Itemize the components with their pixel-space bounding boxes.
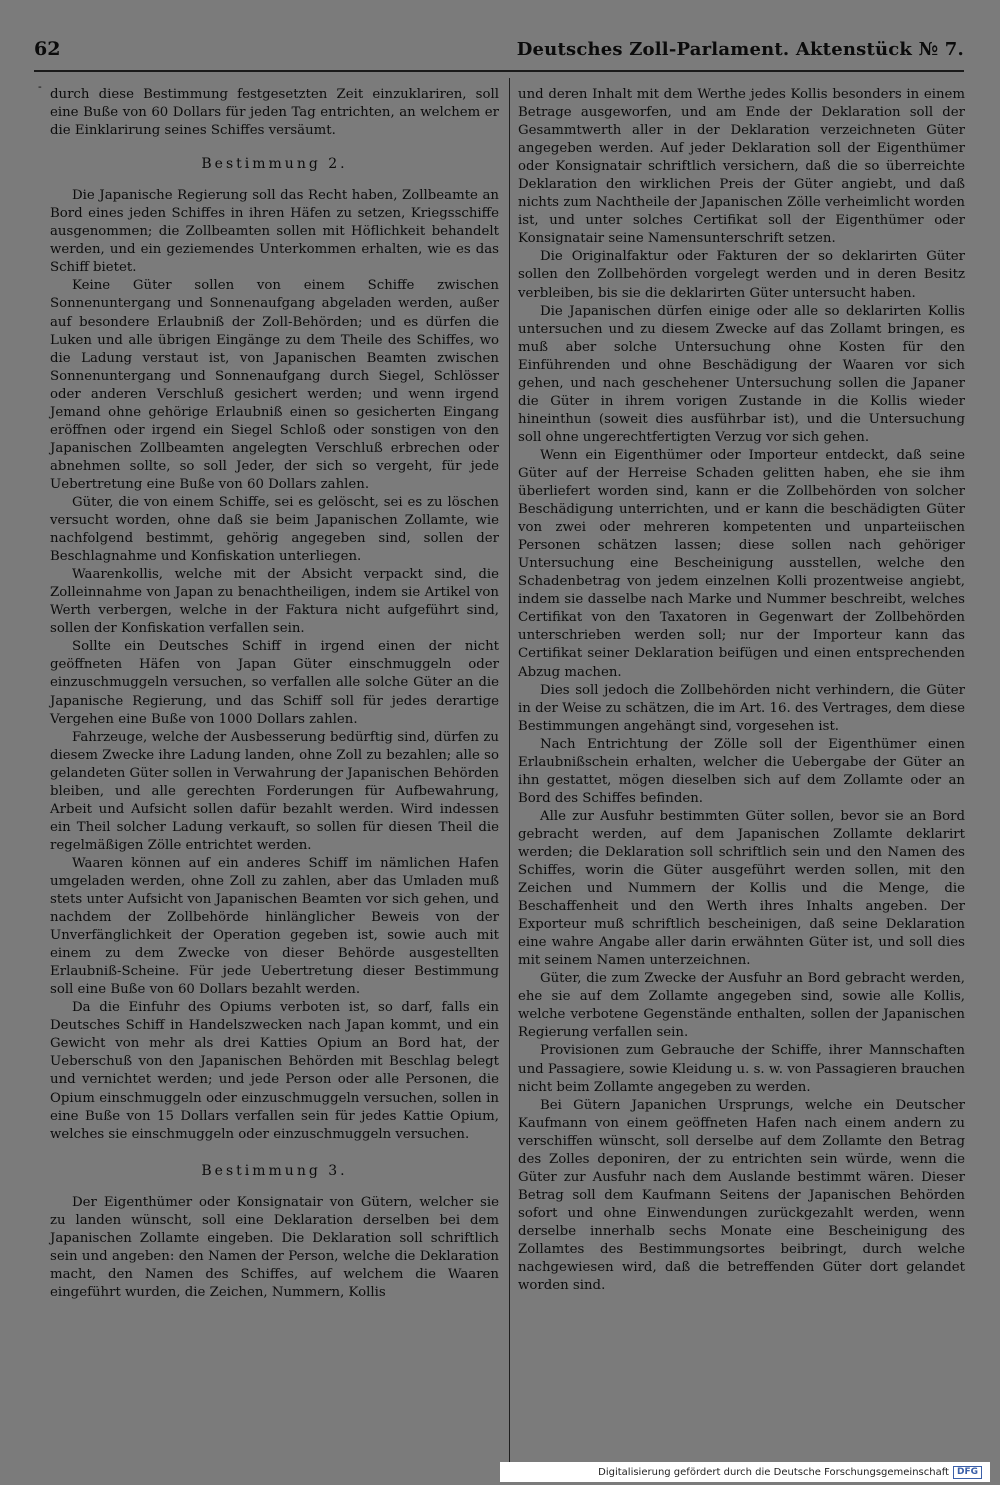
paragraph: Der Eigenthümer oder Konsignatair von Gütern, welcher sie zu landen wünscht, soll eine Deklaration derselben bei dem Japanischen Zollamte eingeben. Die Deklaration soll schriftlich sein und angeben: den Namen der Person, welche die Deklaration macht, den Namen des Schiffes, auf welchem die Waaren eingeführt wurden, die Zeichen, Nummern, Kollis <box>50 1194 499 1300</box>
paragraph: Dies soll jedoch die Zollbehörden nicht verhindern, die Güter in der Weise zu schätzen, die im Art. 16. des Vertrages, dem diese Bestimmungen angehängt sind, vorgesehen ist. <box>518 682 965 734</box>
paragraph: Wenn ein Eigenthümer oder Importeur entdeckt, daß seine Güter auf der Herreise Schaden gelitten haben, ehe sie ihm überliefert worden sind, kann er die Zollbehörden von solcher Beschädigung unterrichten, und er kann die beschädigten Güter von zwei oder mehreren kompetenten und unparteiischen Personen schätzen lassen; diese sollen nach gehöriger Untersuchung eine Bescheinigung ausstellen, welche den Schadenbetrag von jedem einzelnen Kolli prozentweise angiebt, indem sie dasselbe nach Marke und Nummer beschreibt, welches Certifikat von den Taxatoren in Gegenwart der Zollbehörden unterschrieben werden soll; nur der Importeur kann das Certifikat seiner Deklaration beifügen und einen entsprechenden Abzug machen. <box>518 447 965 680</box>
page-header <box>34 28 964 72</box>
page-number: 62 <box>34 38 61 60</box>
paragraph: Nach Entrichtung der Zölle soll der Eigenthümer einen Erlaubnißschein erhalten, welcher die Uebergabe der Güter an ihn gestattet, mögen dieselben sich auf dem Zollamte oder an Bord des Schiffes befinden. <box>518 736 965 806</box>
digitization-footer <box>500 1462 990 1482</box>
left-column <box>50 86 499 1302</box>
paragraph: Die Japanischen dürfen einige oder alle so deklarirten Kollis untersuchen und zu diesem Zwecke auf das Zollamt bringen, es muß aber solche Untersuchung ohne Kosten für den Einführenden und ohne Beschädigung der Waaren vor sich gehen, und nach geschehener Untersuchung sollen die Japaner die Güter in ihrem vorigen Zustande in die Kollis wieder hineinthun (soweit dies ausführbar ist), und die Untersuchung soll ohne ungerechtfertigten Verzug vor sich gehen. <box>518 303 965 445</box>
paragraph: Fahrzeuge, welche der Ausbesserung bedürftig sind, dürfen zu diesem Zwecke ihre Ladung landen, ohne Zoll zu bezahlen; alle so gelandeten Güter sollen in Verwahrung der Japanischen Behörden bleiben, und alle gerechten Forderungen für Aufbewahrung, Arbeit und Aufsicht sollen dafür bezahlt werden. Wird indessen ein Theil solcher Ladung verkauft, so sollen für diesen Theil die regelmäßigen Zölle entrichtet werden. <box>50 729 499 853</box>
paragraph: Bei Gütern Japanichen Ursprungs, welche ein Deutscher Kaufmann von einem geöffneten Hafen nach einem andern zu verschiffen wünscht, soll derselbe auf dem Zollamte den Betrag des Zolles deponiren, der zu entrichten sein würde, wenn die Güter zur Ausfuhr nach dem Auslande bestimmt wären. Dieser Betrag soll dem Kaufmann Seitens der Japanischen Behörden sofort und ohne Einwendungen zurückgezahlt werden, wenn derselbe innerhalb sechs Monate eine Bescheinigung des Zollamtes des Bestimmungsortes beibringt, durch welche nachgewiesen wird, daß die betreffenden Güter dort gelandet worden sind. <box>518 1097 965 1294</box>
paragraph: Keine Güter sollen von einem Schiffe zwischen Sonnenuntergang und Sonnenaufgang abgeladen werden, außer auf besondere Erlaubniß der Zoll-Behörden; und es dürfen die Luken und alle übrigen Eingänge zu dem Theile des Schiffes, wo die Ladung verstaut ist, von Japanischen Beamten zwischen Sonnenuntergang und Sonnenaufgang durch Siegel, Schlösser oder anderen Verschluß gesichert werden; und wenn irgend Jemand ohne gehörige Erlaubniß einen so gesicherten Eingang eröffnen oder irgend ein Siegel Schloß oder sonstigen von den Japanischen Zollbeamten angelegten Verschluß erbrechen oder abnehmen sollte, so soll Jeder, der sich so vergeht, für jede Uebertretung eine Buße von 60 Dollars zahlen. <box>50 278 499 492</box>
running-head: Deutsches Zoll-Parlament. Aktenstück № 7. <box>516 38 964 60</box>
paragraph: Waarenkollis, welche mit der Absicht verpackt sind, die Zolleinnahme von Japan zu benachtheiligen, indem sie Artikel von Werth verbergen, welche in der Faktura nicht aufgeführt sind, sollen der Konfiskation verfallen sein. <box>50 567 499 637</box>
paragraph: und deren Inhalt mit dem Werthe jedes Kollis besonders in einem Betrage ausgeworfen, und am Ende der Deklaration soll der Gesammtwerth aller in der Deklaration verzeichneten Güter angegeben werden. Auf jeder Deklaration soll der Eigenthümer oder Konsignatair schriftlich versichern, daß die so überreichte Deklaration den wirklichen Preis der Güter angiebt, und daß nichts zum Nachtheile der Japanischen Zölle verheimlicht worden ist, und unter solches Certifikat soll der Eigenthümer oder Konsignatair seine Namensunterschrift setzen. <box>518 87 965 247</box>
footer-credit: Digitalisierung gefördert durch die Deutsche Forschungsgemeinschaft <box>598 1466 949 1478</box>
paragraph: Provisionen zum Gebrauche der Schiffe, ihrer Mannschaften und Passagiere, sowie Kleidung u. s. w. von Passagieren brauchen nicht beim Zollamte angegeben zu werden. <box>518 1043 965 1095</box>
right-column <box>518 86 965 1295</box>
margin-mark: - <box>38 80 42 93</box>
paragraph: Da die Einfuhr des Opiums verboten ist, so darf, falls ein Deutsches Schiff in Handelszwecken nach Japan kommt, und ein Gewicht von mehr als drei Katties Opium an Bord hat, der Ueberschuß von den Japanischen Behörden mit Beschlag belegt und vernichtet werden; und jede Person oder alle Personen, die Opium einschmuggeln oder einzuschmuggeln versuchen, sollen in eine Buße von 15 Dollars verfallen sein für jedes Kattie Opium, welches sie einschmuggeln oder einzuschmuggeln versuchen. <box>50 1000 499 1142</box>
paragraph: Die Japanische Regierung soll das Recht haben, Zollbeamte an Bord eines jeden Schiffes in ihren Häfen zu setzen, Kriegsschiffe ausgenommen; die Zollbeamten sollen mit Höflichkeit behandelt werden, und ein geziemendes Unterkommen erhalten, wie es das Schiff bietet. <box>50 188 499 276</box>
section-heading: Bestimmung 2. <box>201 156 348 173</box>
column-divider <box>509 78 510 1462</box>
paragraph: Güter, die von einem Schiffe, sei es gelöscht, sei es zu löschen versucht worden, ohne daß sie beim Japanischen Zollamte, wie nachfolgend bestimmt, gehörig angegeben sind, sollen der Beschlagnahme und Konfiskation unterliegen. <box>50 494 499 565</box>
paragraph: Güter, die zum Zwecke der Ausfuhr an Bord gebracht werden, ehe sie auf dem Zollamte angegeben sind, sowie alle Kollis, welche verbotene Gegenstände enthalten, sollen der Japanischen Regierung verfallen sein. <box>518 971 965 1041</box>
section-heading: Bestimmung 3. <box>201 1162 348 1179</box>
paragraph: Alle zur Ausfuhr bestimmten Güter sollen, bevor sie an Bord gebracht werden, auf dem Japanischen Zollamte deklarirt werden; die Deklaration soll schriftlich sein und den Namen des Schiffes, worin die Güter ausgeführt werden sollen, mit den Zeichen und Nummern der Kollis und die Menge, die Beschaffenheit und den Werth ihres Inhalts angeben. Der Exporteur muß schriftlich bescheinigen, daß seine Deklaration eine wahre Angabe aller darin erwähnten Güter ist, und soll dies mit seinem Namen unterzeichnen. <box>518 808 965 969</box>
dfg-logo: DFG <box>953 1466 982 1479</box>
paragraph: Waaren können auf ein anderes Schiff im nämlichen Hafen umgeladen werden, ohne Zoll zu zahlen, aber das Umladen muß stets unter Aufsicht von Japanischen Beamten vor sich gehen, und nachdem der Zollbehörde hinlänglicher Beweis von der Unverfänglichkeit der Operation gegeben ist, sowie auch mit einem zu dem Zwecke von dieser Behörde ausgestellten Erlaubniß-Scheine. Für jede Uebertretung dieser Bestimmung soll eine Buße von 60 Dollars bezahlt werden. <box>50 855 499 998</box>
paragraph: durch diese Bestimmung festgesetzten Zeit einzuklariren, soll eine Buße von 60 Dollars für jeden Tag entrichten, an welchem er die Einklarirung seines Schiffes versäumt. <box>50 87 499 139</box>
paragraph: Sollte ein Deutsches Schiff in irgend einen der nicht geöffneten Häfen von Japan Güter einschmuggeln oder einzuschmuggeln versuchen, so verfallen alle solche Güter an die Japanische Regierung, und das Schiff soll für jedes derartige Vergehen eine Buße von 1000 Dollars zahlen. <box>50 639 499 727</box>
paragraph: Die Originalfaktur oder Fakturen der so deklarirten Güter sollen den Zollbehörden vorgelegt werden und in deren Besitz verbleiben, bis sie die deklarirten Güter untersucht haben. <box>518 249 965 301</box>
